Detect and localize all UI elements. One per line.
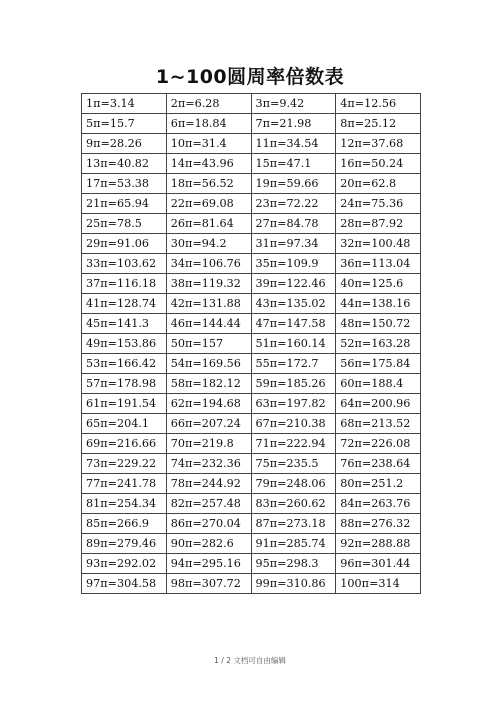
table-row: [82, 114, 421, 134]
table-cell: 39π=122.46: [251, 274, 336, 294]
table-cell: 16π=50.24: [336, 154, 421, 174]
table-cell: 41π=128.74: [82, 294, 167, 314]
table-cell: 72π=226.08: [336, 434, 421, 454]
table-cell: 60π=188.4: [336, 374, 421, 394]
table-cell: 74π=232.36: [166, 454, 251, 474]
table-cell: 11π=34.54: [251, 134, 336, 154]
table-cell: 89π=279.46: [82, 534, 167, 554]
table-cell: 58π=182.12: [166, 374, 251, 394]
table-cell: 81π=254.34: [82, 494, 167, 514]
table-cell: 70π=219.8: [166, 434, 251, 454]
table-cell: 62π=194.68: [166, 394, 251, 414]
table-cell: 31π=97.34: [251, 234, 336, 254]
table-cell: 35π=109.9: [251, 254, 336, 274]
table-cell: 69π=216.66: [82, 434, 167, 454]
table-row: [82, 314, 421, 334]
table-cell: 78π=244.92: [166, 474, 251, 494]
table-row: [82, 494, 421, 514]
table-row: [82, 454, 421, 474]
table-cell: 1π=3.14: [82, 94, 167, 114]
table-cell: 26π=81.64: [166, 214, 251, 234]
table-cell: 61π=191.54: [82, 394, 167, 414]
table-cell: 85π=266.9: [82, 514, 167, 534]
table-cell: 34π=106.76: [166, 254, 251, 274]
table-cell: 48π=150.72: [336, 314, 421, 334]
table-cell: 92π=288.88: [336, 534, 421, 554]
table-cell: 86π=270.04: [166, 514, 251, 534]
table-cell: 20π=62.8: [336, 174, 421, 194]
table-row: [82, 394, 421, 414]
page-footer: 1 / 2 文档可自由编辑: [214, 656, 286, 665]
table-cell: 57π=178.98: [82, 374, 167, 394]
table-cell: 56π=175.84: [336, 354, 421, 374]
pi-multiples-table: [81, 93, 421, 594]
table-cell: 68π=213.52: [336, 414, 421, 434]
table-row: [82, 434, 421, 454]
table-cell: 80π=251.2: [336, 474, 421, 494]
table-cell: 65π=204.1: [82, 414, 167, 434]
page-title: 1~100圆周率倍数表: [155, 66, 345, 88]
table-row: [82, 234, 421, 254]
table-cell: 91π=285.74: [251, 534, 336, 554]
table-row: [82, 194, 421, 214]
table-cell: 13π=40.82: [82, 154, 167, 174]
table-row: [82, 534, 421, 554]
table-cell: 28π=87.92: [336, 214, 421, 234]
table-cell: 36π=113.04: [336, 254, 421, 274]
table-row: [82, 574, 421, 594]
table-row: [82, 374, 421, 394]
table-cell: 5π=15.7: [82, 114, 167, 134]
table-cell: 17π=53.38: [82, 174, 167, 194]
table-cell: 10π=31.4: [166, 134, 251, 154]
table-cell: 33π=103.62: [82, 254, 167, 274]
table-body: [82, 94, 421, 594]
table-cell: 6π=18.84: [166, 114, 251, 134]
table-cell: 55π=172.7: [251, 354, 336, 374]
table-cell: 93π=292.02: [82, 554, 167, 574]
table-cell: 24π=75.36: [336, 194, 421, 214]
table-cell: 4π=12.56: [336, 94, 421, 114]
table-cell: 9π=28.26: [82, 134, 167, 154]
table-cell: 37π=116.18: [82, 274, 167, 294]
table-cell: 77π=241.78: [82, 474, 167, 494]
table-cell: 22π=69.08: [166, 194, 251, 214]
table-row: [82, 294, 421, 314]
table-cell: 98π=307.72: [166, 574, 251, 594]
table-cell: 7π=21.98: [251, 114, 336, 134]
table-cell: 88π=276.32: [336, 514, 421, 534]
table-cell: 2π=6.28: [166, 94, 251, 114]
table-cell: 15π=47.1: [251, 154, 336, 174]
table-cell: 46π=144.44: [166, 314, 251, 334]
table-cell: 30π=94.2: [166, 234, 251, 254]
table-cell: 50π=157: [166, 334, 251, 354]
table-cell: 32π=100.48: [336, 234, 421, 254]
table-row: [82, 514, 421, 534]
table-cell: 83π=260.62: [251, 494, 336, 514]
table-row: [82, 94, 421, 114]
table-cell: 8π=25.12: [336, 114, 421, 134]
table-cell: 95π=298.3: [251, 554, 336, 574]
table-cell: 54π=169.56: [166, 354, 251, 374]
table-cell: 94π=295.16: [166, 554, 251, 574]
table-cell: 21π=65.94: [82, 194, 167, 214]
table-cell: 25π=78.5: [82, 214, 167, 234]
table-cell: 42π=131.88: [166, 294, 251, 314]
table-cell: 90π=282.6: [166, 534, 251, 554]
table-cell: 18π=56.52: [166, 174, 251, 194]
table-cell: 38π=119.32: [166, 274, 251, 294]
table-cell: 66π=207.24: [166, 414, 251, 434]
table-cell: 51π=160.14: [251, 334, 336, 354]
table-row: [82, 274, 421, 294]
table-cell: 67π=210.38: [251, 414, 336, 434]
table-row: [82, 414, 421, 434]
table-cell: 100π=314: [336, 574, 421, 594]
table-cell: 71π=222.94: [251, 434, 336, 454]
table-cell: 79π=248.06: [251, 474, 336, 494]
table-row: [82, 134, 421, 154]
table-cell: 73π=229.22: [82, 454, 167, 474]
table-row: [82, 554, 421, 574]
table-cell: 47π=147.58: [251, 314, 336, 334]
table-row: [82, 334, 421, 354]
table-cell: 27π=84.78: [251, 214, 336, 234]
table-cell: 97π=304.58: [82, 574, 167, 594]
table-cell: 40π=125.6: [336, 274, 421, 294]
table-row: [82, 354, 421, 374]
table-cell: 43π=135.02: [251, 294, 336, 314]
table-row: [82, 174, 421, 194]
table-row: [82, 214, 421, 234]
table-cell: 23π=72.22: [251, 194, 336, 214]
table-cell: 64π=200.96: [336, 394, 421, 414]
table-cell: 82π=257.48: [166, 494, 251, 514]
table-cell: 75π=235.5: [251, 454, 336, 474]
table-cell: 12π=37.68: [336, 134, 421, 154]
table-cell: 19π=59.66: [251, 174, 336, 194]
table-cell: 84π=263.76: [336, 494, 421, 514]
table-cell: 76π=238.64: [336, 454, 421, 474]
table-cell: 45π=141.3: [82, 314, 167, 334]
table-cell: 99π=310.86: [251, 574, 336, 594]
table-cell: 53π=166.42: [82, 354, 167, 374]
table-cell: 59π=185.26: [251, 374, 336, 394]
table-cell: 96π=301.44: [336, 554, 421, 574]
table-cell: 29π=91.06: [82, 234, 167, 254]
table-row: [82, 474, 421, 494]
table-cell: 3π=9.42: [251, 94, 336, 114]
table-row: [82, 154, 421, 174]
table-cell: 49π=153.86: [82, 334, 167, 354]
table-cell: 63π=197.82: [251, 394, 336, 414]
table-row: [82, 254, 421, 274]
table-cell: 14π=43.96: [166, 154, 251, 174]
table-cell: 52π=163.28: [336, 334, 421, 354]
table-cell: 44π=138.16: [336, 294, 421, 314]
table-cell: 87π=273.18: [251, 514, 336, 534]
